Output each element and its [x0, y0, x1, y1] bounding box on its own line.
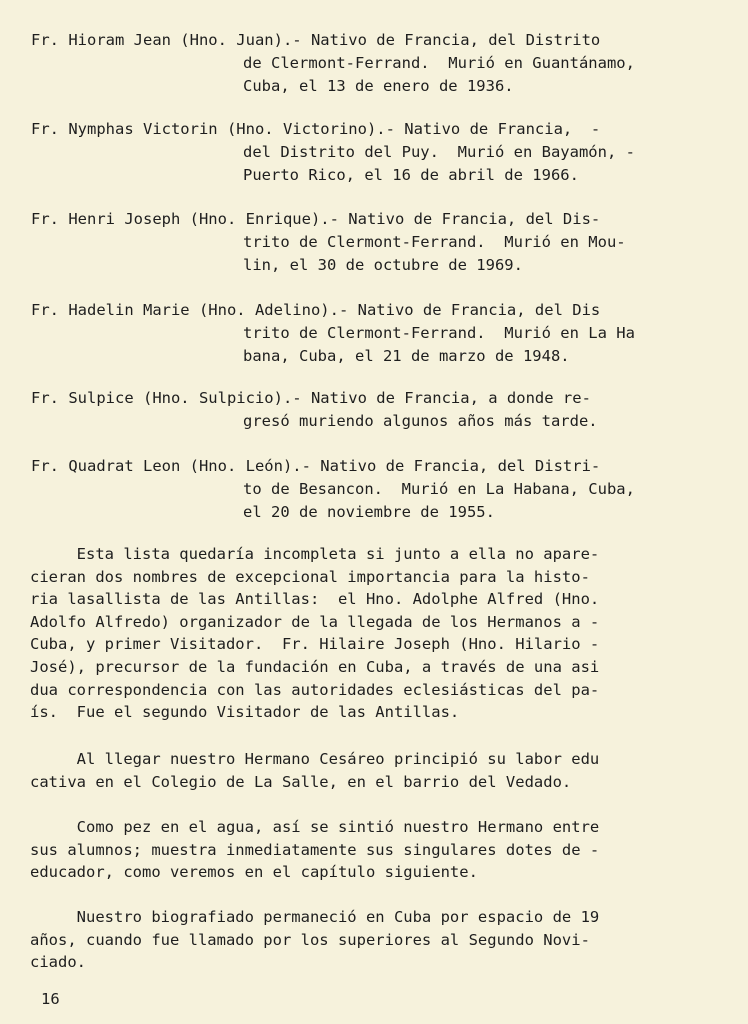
entry-line: el 20 de noviembre de 1955. — [243, 503, 495, 521]
paragraph-line: Cuba, y primer Visitador. Fr. Hilaire Joseph (Hno. Hilario - — [30, 635, 600, 654]
entry-line: del Distrito del Puy. Murió en Bayamón, - — [243, 143, 635, 161]
paragraph-incomplete-list — [30, 543, 720, 724]
paragraph-line: cativa en el Colegio de La Salle, en el barrio del Vedado. — [30, 772, 572, 791]
brother-entry-nymphas — [31, 118, 721, 187]
entry-line: de Clermont-Ferrand. Murió en Guantánamo, — [243, 54, 635, 72]
entry-line: Fr. Sulpice (Hno. Sulpicio).- Nativo de Francia, a donde re- — [31, 389, 591, 407]
entry-line: bana, Cuba, el 21 de marzo de 1948. — [243, 347, 570, 365]
entry-line: Cuba, el 13 de enero de 1936. — [243, 77, 514, 95]
paragraph-line: Al llegar nuestro Hermano Cesáreo principió su labor edu — [30, 750, 600, 768]
paragraph-line: José), precursor de la fundación en Cuba, a través de una asi — [30, 657, 600, 676]
entry-line: Fr. Hadelin Marie (Hno. Adelino).- Nativo de Francia, del Dis — [31, 301, 601, 319]
entry-line: to de Besancon. Murió en La Habana, Cuba, — [243, 480, 635, 498]
paragraph-like-fish — [30, 816, 720, 884]
entry-line: Fr. Quadrat Leon (Hno. León).- Nativo de Francia, del Distri- — [31, 457, 601, 475]
brother-entry-quadrat — [31, 455, 721, 524]
paragraph-line: ria lasallista de las Antillas: el Hno. Adolphe Alfred (Hno. — [30, 590, 600, 609]
paragraph-line: Adolfo Alfredo) organizador de la llegada de los Hermanos a - — [30, 612, 600, 631]
entry-line: Fr. Henri Joseph (Hno. Enrique).- Nativo de Francia, del Dis- — [31, 210, 601, 228]
paragraph-stay-in-cuba — [30, 906, 720, 974]
entry-line: Fr. Nymphas Victorin (Hno. Victorino).- Nativo de Francia, - — [31, 120, 601, 138]
brother-entry-hadelin — [31, 299, 721, 368]
paragraph-line: Como pez en el agua, así se sintió nuestro Hermano entre — [30, 818, 600, 836]
paragraph-line: Nuestro biografiado permaneció en Cuba por espacio de 19 — [30, 908, 600, 926]
entry-line: trito de Clermont-Ferrand. Murió en La Ha — [243, 324, 635, 342]
entry-line: gresó muriendo algunos años más tarde. — [243, 412, 598, 430]
paragraph-line: educador, como veremos en el capítulo siguiente. — [30, 863, 478, 882]
paragraph-line: Esta lista quedaría incompleta si junto a ella no apare- — [30, 545, 600, 563]
brother-entry-sulpice — [31, 387, 721, 433]
paragraph-line: sus alumnos; muestra inmediatamente sus singulares dotes de - — [30, 840, 600, 859]
paragraph-line: dua correspondencia con las autoridades eclesiásticas del pa- — [30, 680, 600, 699]
entry-line: Puerto Rico, el 16 de abril de 1966. — [243, 166, 579, 184]
brother-entry-hioram — [31, 29, 721, 98]
entry-line: Fr. Hioram Jean (Hno. Juan).- Nativo de Francia, del Distrito — [31, 31, 601, 49]
paragraph-line: ciado. — [30, 953, 86, 972]
brother-entry-henri — [31, 208, 721, 277]
paragraph-arrival — [30, 748, 720, 793]
paragraph-line: años, cuando fue llamado por los superiores al Segundo Novi- — [30, 930, 590, 949]
paragraph-line: cieran dos nombres de excepcional importancia para la histo- — [30, 567, 590, 586]
entry-line: trito de Clermont-Ferrand. Murió en Mou- — [243, 233, 626, 251]
entry-line: lin, el 30 de octubre de 1969. — [243, 256, 523, 274]
page-number: 16 — [41, 990, 60, 1008]
paragraph-line: ís. Fue el segundo Visitador de las Antillas. — [30, 703, 460, 722]
